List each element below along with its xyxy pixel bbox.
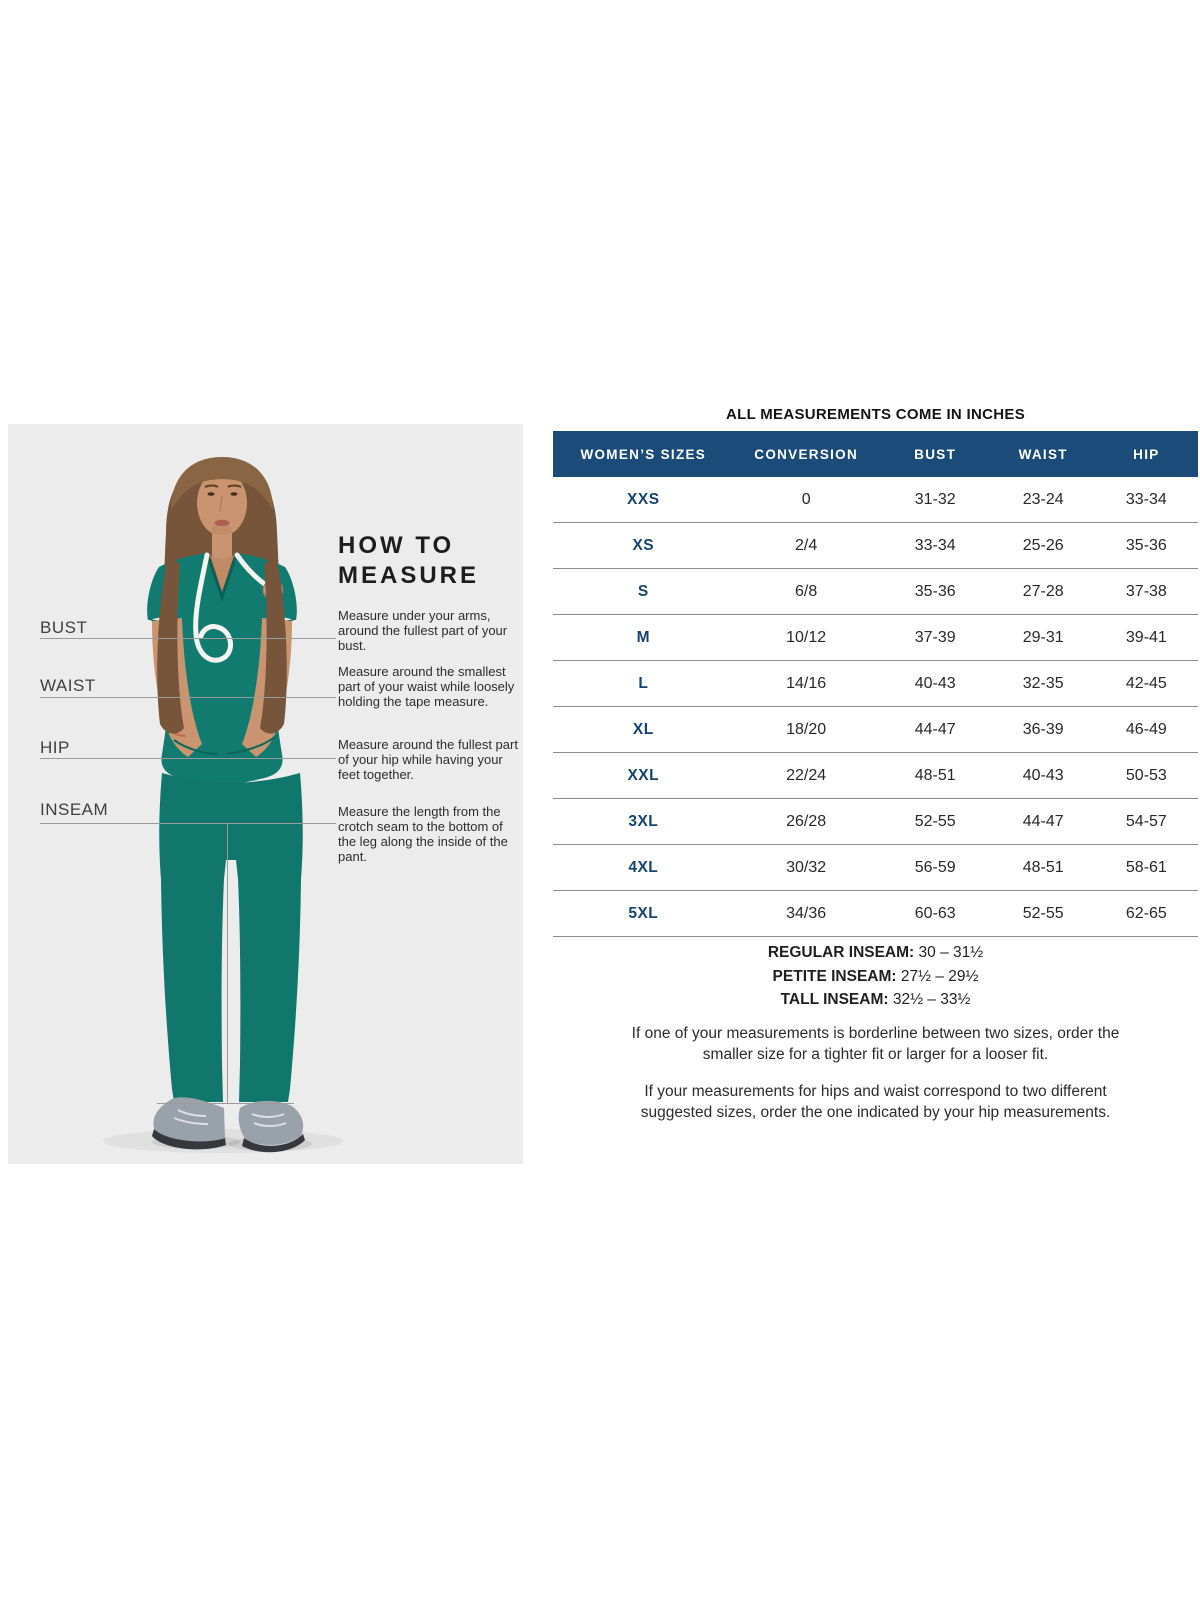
hip-value: 46-49 (1125, 720, 1167, 738)
size-value: 4XL (628, 858, 659, 876)
regular-inseam-note: REGULAR INSEAM: 30 – 31½ (767, 944, 984, 961)
column-header-hip: HIP (1133, 446, 1160, 462)
waist-value: 40-43 (1022, 766, 1064, 784)
waist-value: 23-24 (1022, 490, 1064, 508)
conversion-value: 26/28 (786, 812, 827, 830)
bust-instruction: Measure under your arms, around the fullest part of your bust. (338, 608, 508, 653)
size-value: S (637, 582, 649, 600)
waist-instruction: Measure around the smallest part of your waist while loosely holding the tape measure. (338, 664, 515, 709)
table-row (553, 707, 1198, 753)
hip-value: 54-57 (1125, 812, 1167, 830)
conversion-value: 30/32 (786, 858, 827, 876)
bust-value: 48-51 (914, 766, 956, 784)
conversion-value: 14/16 (786, 674, 827, 692)
borderline-size-footnote: If one of your measurements is borderline between two sizes, order the smaller size for a tighter fit or larger for a looser fit. (631, 1025, 1120, 1063)
conversion-value: 18/20 (786, 720, 827, 738)
bust-value: 44-47 (914, 720, 956, 738)
waist-line (40, 697, 336, 698)
bust-value: 56-59 (914, 858, 956, 876)
size-value: L (638, 674, 649, 692)
table-row (553, 753, 1198, 799)
column-header-bust: BUST (914, 446, 957, 462)
size-value: 5XL (628, 904, 659, 922)
model-shoe-right (239, 1101, 304, 1145)
womens-size-table (553, 431, 1198, 937)
bust-value: 52-55 (914, 812, 956, 830)
table-row (553, 477, 1198, 523)
conversion-value: 6/8 (795, 582, 818, 600)
table-row (553, 845, 1198, 891)
bust-value: 33-34 (914, 536, 956, 554)
waist-value: 32-35 (1022, 674, 1064, 692)
hip-measurement-footnote: If your measurements for hips and waist correspond to two different suggested sizes, order the one indicated by your hip measurements. (640, 1083, 1111, 1121)
inseam-vertical-line (227, 823, 228, 1104)
bust-line (40, 638, 336, 639)
table-header-row (553, 431, 1198, 477)
waist-value: 36-39 (1022, 720, 1064, 738)
conversion-value: 0 (801, 490, 811, 508)
waist-value: 44-47 (1022, 812, 1064, 830)
column-header-conversion: CONVERSION (754, 446, 859, 462)
table-row (553, 615, 1198, 661)
hip-value: 33-34 (1125, 490, 1167, 508)
petite-inseam-note: PETITE INSEAM: 27½ – 29½ (772, 967, 979, 985)
tall-inseam-note: TALL INSEAM: 32½ – 33½ (780, 991, 971, 1008)
bust-value: 60-63 (914, 904, 956, 922)
waist-value: 48-51 (1022, 858, 1064, 876)
how-to-measure-heading: HOW TO MEASURE (338, 532, 480, 589)
model-photo-panel (8, 424, 523, 1164)
hip-label: HIP (40, 738, 70, 757)
table-row (553, 891, 1198, 937)
table-row (553, 661, 1198, 707)
hip-value: 58-61 (1125, 858, 1167, 876)
column-header-sizes: WOMEN’S SIZES (580, 446, 707, 462)
bust-value: 40-43 (914, 674, 956, 692)
inseam-notes (553, 941, 1198, 1012)
hip-value: 62-65 (1125, 904, 1167, 922)
conversion-value: 34/36 (786, 904, 827, 922)
column-header-waist: WAIST (1018, 446, 1068, 462)
hip-value: 50-53 (1125, 766, 1167, 784)
waist-value: 25-26 (1022, 536, 1064, 554)
size-value: M (636, 628, 650, 646)
waist-value: 52-55 (1022, 904, 1064, 922)
size-value: XXL (627, 766, 660, 784)
conversion-value: 22/24 (786, 766, 827, 784)
size-value: XXS (627, 490, 660, 508)
hip-value: 37-38 (1125, 582, 1167, 600)
hip-value: 39-41 (1125, 628, 1167, 646)
conversion-value: 10/12 (786, 628, 827, 646)
table-row (553, 523, 1198, 569)
waist-value: 29-31 (1022, 628, 1064, 646)
bust-value: 35-36 (914, 582, 956, 600)
waist-value: 27-28 (1022, 582, 1064, 600)
bust-value: 37-39 (914, 628, 956, 646)
table-title: ALL MEASUREMENTS COME IN INCHES (725, 406, 1026, 423)
hip-value: 42-45 (1125, 674, 1167, 692)
hip-line (40, 758, 336, 759)
conversion-value: 2/4 (795, 536, 818, 554)
size-value: XL (632, 720, 654, 738)
bust-value: 31-32 (914, 490, 956, 508)
size-value: XS (632, 536, 655, 554)
inseam-label: INSEAM (40, 800, 109, 819)
waist-label: WAIST (40, 676, 96, 695)
table-row (553, 569, 1198, 615)
inseam-instruction: Measure the length from the crotch seam to the bottom of the leg along the inside of the pant. (338, 804, 508, 864)
inseam-line (40, 823, 336, 824)
bust-label: BUST (40, 618, 88, 637)
size-value: 3XL (628, 812, 659, 830)
table-row (553, 799, 1198, 845)
hip-value: 35-36 (1125, 536, 1167, 554)
inseam-floor-line (157, 1103, 294, 1104)
hip-instruction: Measure around the fullest part of your hip while having your feet together. (338, 737, 518, 782)
